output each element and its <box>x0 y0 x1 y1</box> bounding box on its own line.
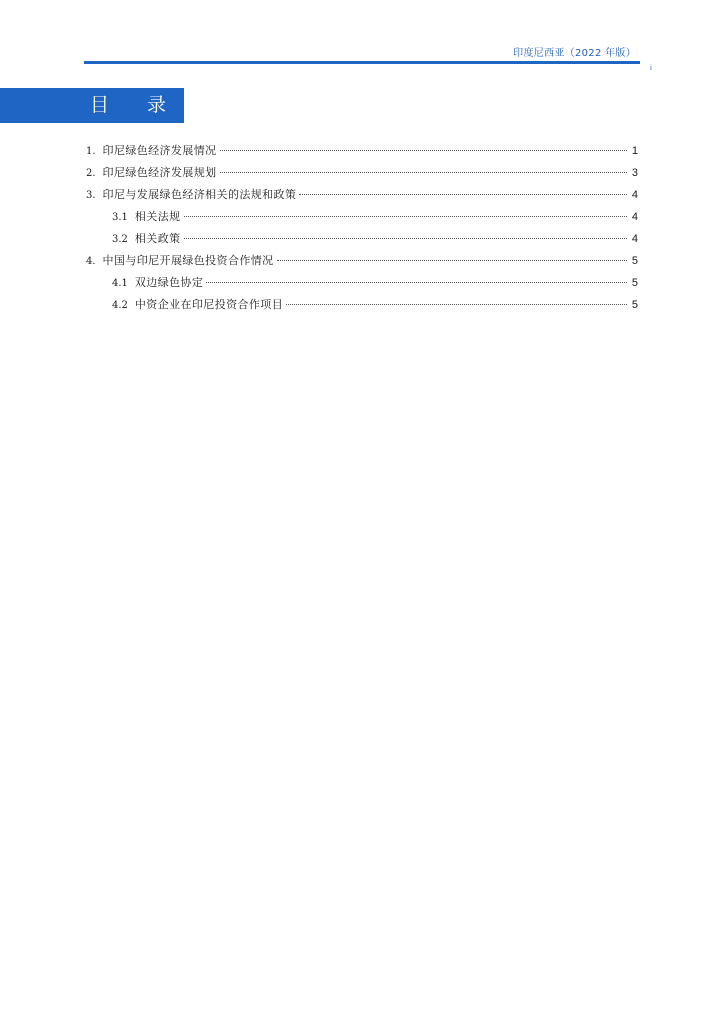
toc-entry-page: 5 <box>631 299 638 311</box>
dot-leader <box>206 282 627 283</box>
toc-entry-page: 1 <box>631 145 638 157</box>
toc-entry-page: 5 <box>631 255 638 267</box>
toc-entry-page: 3 <box>631 167 638 179</box>
page-number-marker: i <box>650 64 652 72</box>
toc-entry-number: 4.2 <box>112 300 128 311</box>
header-rule <box>84 61 640 64</box>
toc-entry-3-1[interactable] <box>86 206 638 228</box>
toc-entry-number: 4. <box>86 256 96 267</box>
toc-entry-title: 印尼绿色经济发展规划 <box>102 166 217 179</box>
toc-entry-4-2[interactable] <box>86 294 638 316</box>
running-header: 印度尼西亚（2022 年版） <box>513 48 636 59</box>
toc-entry-2[interactable] <box>86 162 638 184</box>
toc-entry-page: 4 <box>631 189 638 201</box>
dot-leader <box>220 172 627 173</box>
toc-entry-title: 相关政策 <box>134 232 181 245</box>
toc-entry-number: 3.1 <box>112 212 128 223</box>
toc-entry-number: 3. <box>86 190 96 201</box>
toc-entry-number: 1. <box>86 146 96 157</box>
toc-entry-3-2[interactable] <box>86 228 638 250</box>
dot-leader <box>184 216 627 217</box>
toc-entry-title: 印尼与发展绿色经济相关的法规和政策 <box>102 188 297 201</box>
toc-entry-title: 中资企业在印尼投资合作项目 <box>134 298 284 311</box>
toc-entry-4[interactable] <box>86 250 638 272</box>
table-of-contents <box>86 140 638 316</box>
toc-entry-number: 3.2 <box>112 234 128 245</box>
toc-entry-number: 2. <box>86 168 96 179</box>
toc-entry-number: 4.1 <box>112 278 128 289</box>
dot-leader <box>277 260 627 261</box>
toc-entry-title: 中国与印尼开展绿色投资合作情况 <box>102 254 274 267</box>
toc-entry-page: 4 <box>631 233 638 245</box>
toc-entry-title: 印尼绿色经济发展情况 <box>102 144 217 157</box>
dot-leader <box>220 150 627 151</box>
dot-leader <box>286 304 627 305</box>
toc-entry-4-1[interactable] <box>86 272 638 294</box>
toc-entry-page: 5 <box>631 277 638 289</box>
toc-entry-title: 相关法规 <box>134 210 181 223</box>
toc-entry-title: 双边绿色协定 <box>134 276 204 289</box>
dot-leader <box>184 238 627 239</box>
toc-entry-page: 4 <box>631 211 638 223</box>
toc-entry-3[interactable] <box>86 184 638 206</box>
toc-title: 目 录 <box>90 94 183 116</box>
dot-leader <box>299 194 627 195</box>
toc-entry-1[interactable] <box>86 140 638 162</box>
